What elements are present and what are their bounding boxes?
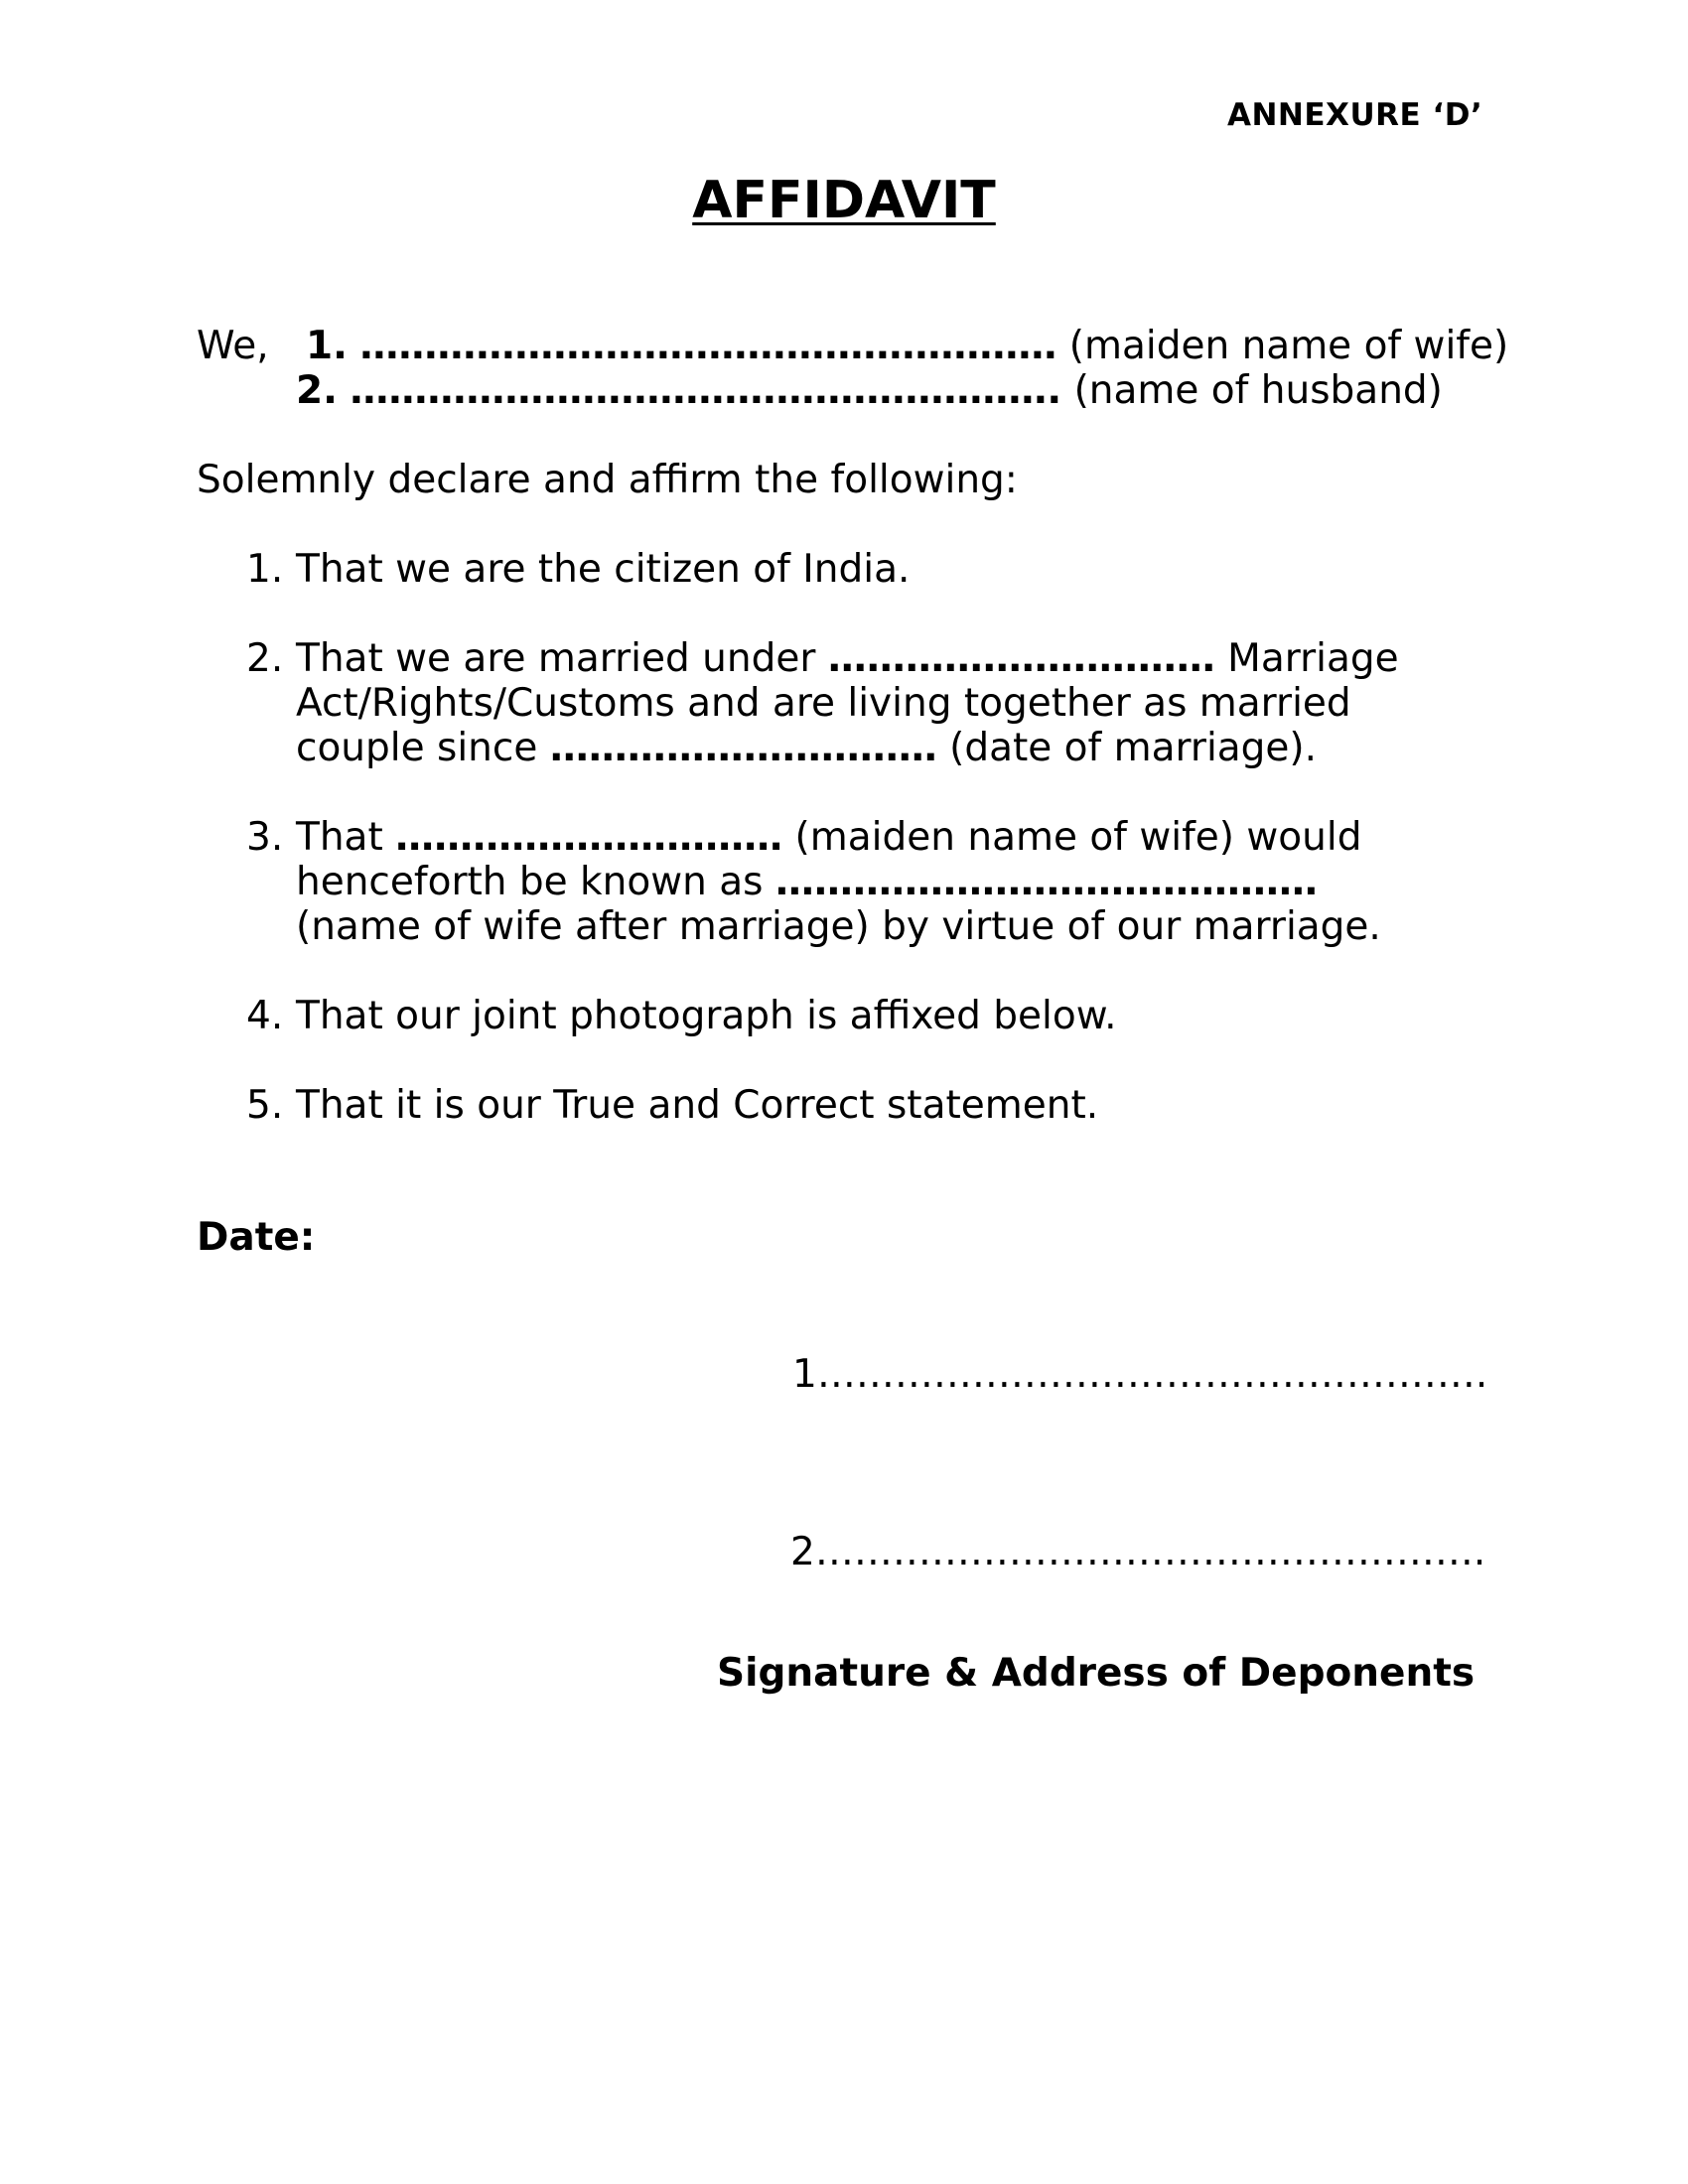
item-2-blank-date: ………………………… — [549, 726, 937, 770]
item-2-text-a: That we are married under — [296, 636, 816, 681]
item-1-number: 1. — [246, 547, 284, 592]
item-2-blank-act: ………………………… — [827, 636, 1215, 681]
item-3-line-1 — [296, 815, 1361, 860]
party-2-number: 2. — [296, 368, 338, 413]
party-line-1 — [306, 324, 1508, 368]
item-4-number: 4. — [246, 994, 284, 1038]
item-2-line-3 — [296, 726, 1317, 770]
item-3-line-2 — [296, 860, 1318, 904]
item-3-line-3: (name of wife after marriage) by virtue of our marriage. — [296, 904, 1381, 949]
annexure-label: ANNEXURE ‘D’ — [1227, 97, 1483, 133]
party-line-2 — [296, 368, 1443, 413]
party-1-label: (maiden name of wife) — [1068, 324, 1509, 368]
signature-line-1: 1……………………………………………. — [792, 1352, 1488, 1397]
signature-line-2: 2……………………………………………. — [790, 1530, 1486, 1574]
item-3-number: 3. — [246, 815, 284, 860]
item-5-text: That it is our True and Correct statement. — [296, 1083, 1099, 1128]
item-3-blank-new-name: …………………………………… — [774, 860, 1318, 904]
page-title-text: AFFIDAVIT — [692, 171, 996, 230]
item-2-number: 2. — [246, 636, 284, 681]
declaration-intro: Solemnly declare and affirm the following: — [197, 458, 1018, 502]
item-2-text-c: couple since — [296, 726, 538, 770]
item-3-blank-maiden: ………………………… — [395, 815, 783, 860]
item-5-number: 5. — [246, 1083, 284, 1128]
item-2-line-1 — [296, 636, 1399, 681]
parties-we: We, — [197, 324, 269, 368]
item-4-text: That our joint photograph is affixed below. — [296, 994, 1117, 1038]
party-2-blank: ………………………………………………. — [350, 368, 1062, 413]
item-3-text-b: (maiden name of wife) would — [794, 815, 1362, 860]
page-title — [0, 171, 1688, 230]
item-3-text-c: henceforth be known as — [296, 860, 764, 904]
item-3-text-a: That — [296, 815, 383, 860]
date-label: Date: — [197, 1215, 316, 1260]
party-2-label: (name of husband) — [1073, 368, 1443, 413]
party-1-blank: ……………………………………………… — [359, 324, 1057, 368]
item-1-text: That we are the citizen of India. — [296, 547, 911, 592]
party-1-number: 1. — [306, 324, 348, 368]
item-2-text-b: Marriage — [1227, 636, 1399, 681]
item-2-text-d: (date of marriage). — [949, 726, 1318, 770]
signature-caption: Signature & Address of Deponents — [717, 1651, 1476, 1696]
item-2-line-2: Act/Rights/Customs and are living together as married — [296, 681, 1351, 726]
